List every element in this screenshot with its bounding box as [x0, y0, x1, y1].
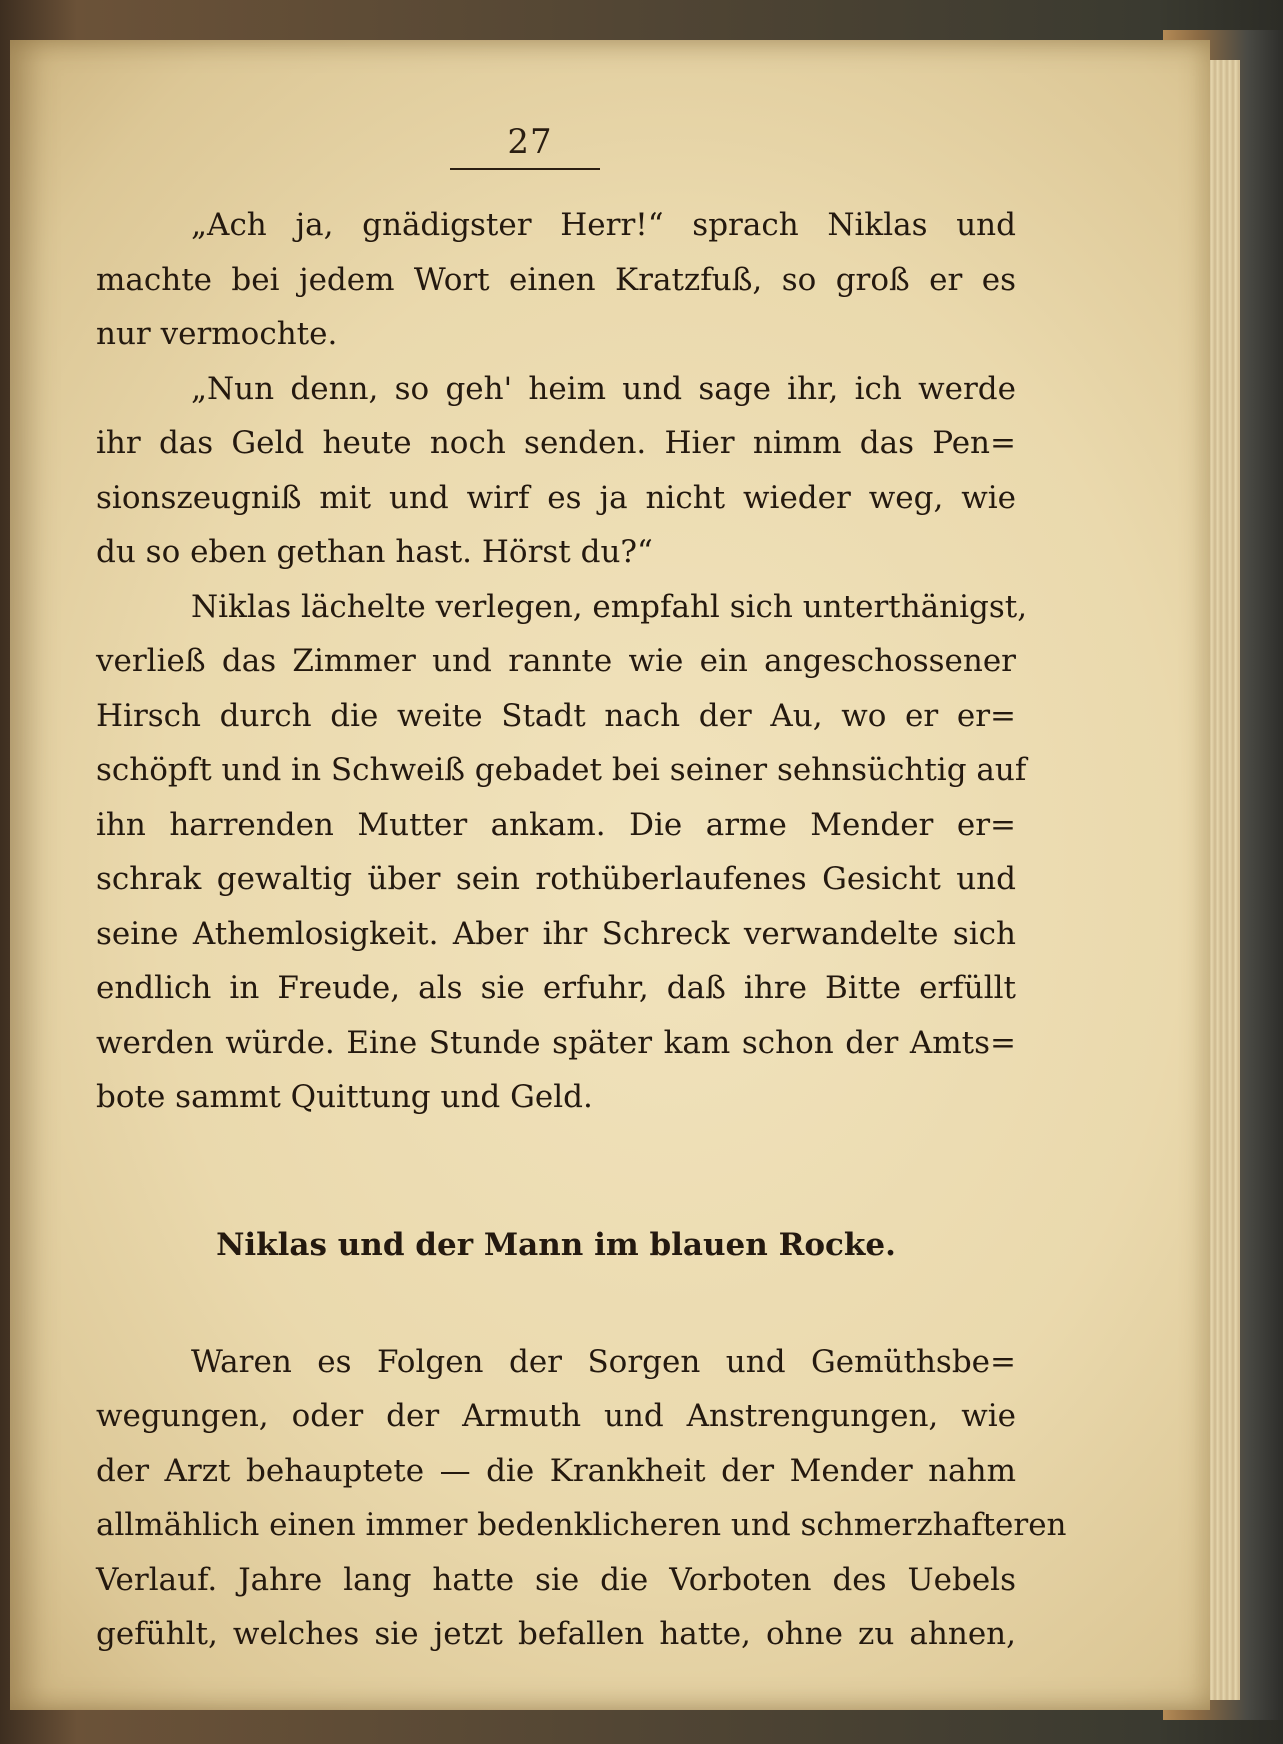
text-line: der Arzt behauptete — die Krankheit der Mender nahm: [96, 1452, 1016, 1489]
text-line: allmählich einen immer bedenklicheren und schmerzhafteren: [96, 1507, 1067, 1543]
page-number: 27: [507, 122, 553, 162]
page-number-rule: [450, 168, 600, 170]
text-line: Niklas lächelte verlegen, empfahl sich unterthänigst,: [191, 588, 1028, 625]
text-line: Waren es Folgen der Sorgen und Gemüthsbe=: [191, 1343, 1016, 1380]
section-heading: Niklas und der Mann im blauen Rocke.: [216, 1226, 896, 1263]
book-page: [10, 40, 1210, 1710]
text-line: „Nun denn, so geh' heim und sage ihr, ich werde: [191, 370, 1016, 407]
text-line: „Ach ja, gnädigster Herr!“ sprach Niklas und: [191, 207, 1016, 243]
text-line: schöpft und in Schweiß gebadet bei seiner sehnsüchtig auf: [96, 752, 1027, 788]
text-line: bote sammt Quittung und Geld.: [96, 1079, 593, 1115]
text-line: seine Athemlosigkeit. Aber ihr Schreck verwandelte sich: [96, 915, 1016, 952]
text-line: du so eben gethan hast. Hörst du?“: [96, 534, 653, 570]
page-text: [96, 198, 1067, 1662]
text-line: verließ das Zimmer und rannte wie ein angeschossener: [96, 643, 1016, 679]
text-line: Hirsch durch die weite Stadt nach der Au, wo er er=: [96, 697, 1016, 734]
text-line: nur vermochte.: [96, 316, 338, 352]
text-line: ihn harrenden Mutter ankam. Die arme Mender er=: [96, 806, 1016, 843]
text-line: sionszeugniß mit und wirf es ja nicht wieder weg, wie: [96, 479, 1016, 516]
text-line: ihr das Geld heute noch senden. Hier nimm das Pen=: [96, 425, 1016, 461]
text-line: schrak gewaltig über sein rothüberlaufenes Gesicht und: [96, 861, 1016, 897]
text-line: endlich in Freude, als sie erfuhr, daß ihre Bitte erfüllt: [96, 970, 1016, 1006]
text-line: Verlauf. Jahre lang hatte sie die Vorboten des Uebels: [96, 1561, 1016, 1598]
text-line: werden würde. Eine Stunde später kam schon der Amts=: [96, 1024, 1016, 1061]
text-line: wegungen, oder der Armuth und Anstrengungen, wie: [96, 1398, 1016, 1434]
text-line: machte bei jedem Wort einen Kratzfuß, so groß er es: [96, 261, 1016, 298]
text-line: gefühlt, welches sie jetzt befallen hatte, ohne zu ahnen,: [96, 1616, 1016, 1652]
